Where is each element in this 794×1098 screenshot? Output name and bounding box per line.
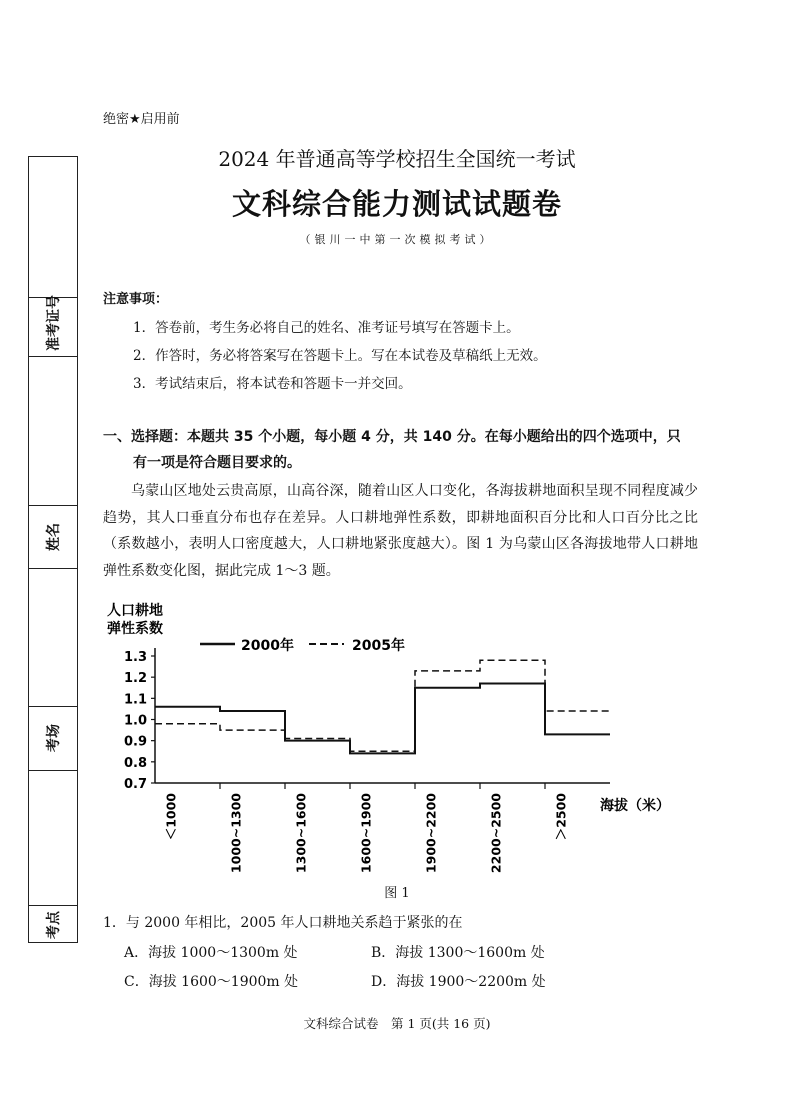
y-tick-label: 1.0 xyxy=(123,713,147,729)
sidebar-divider xyxy=(28,770,78,771)
sidebar-label-exam-room: 考场 xyxy=(46,724,62,752)
option-d: D．海拔 1900～2200m 处 xyxy=(371,974,546,990)
sidebar-label-name: 姓名 xyxy=(46,523,62,551)
note-item: 3．考试结束后，将本试卷和答题卡一并交回。 xyxy=(133,376,412,392)
legend-label-2005: 2005年 xyxy=(352,638,405,654)
section-heading xyxy=(103,424,703,476)
option-c: C．海拔 1600～1900m 处 xyxy=(124,974,299,990)
figure-caption: 图 1 xyxy=(384,886,410,901)
question-1-stem: 1．与 2000 年相比，2005 年人口耕地关系趋于紧张的在 xyxy=(103,915,463,931)
sidebar-divider xyxy=(28,568,78,569)
sidebar-label-exam-site: 考点 xyxy=(46,911,62,939)
y-axis-label-line1: 人口耕地 xyxy=(107,603,163,619)
x-tick-label: 1600~1900 xyxy=(358,793,374,874)
option-b: B．海拔 1300～1600m 处 xyxy=(371,945,545,961)
y-axis-label-line2: 弹性系数 xyxy=(107,621,163,637)
x-tick-label: ＜1000 xyxy=(163,793,179,841)
legend-label-2000: 2000年 xyxy=(241,638,294,654)
sidebar-divider xyxy=(28,505,78,506)
series-line-2000年 xyxy=(155,684,610,754)
intro-paragraph: 乌蒙山区地处云贵高原，山高谷深，随着山区人口变化，各海拔耕地面积呈现不同程度减少趋势，其人口垂直分布也存在差异。人口耕地弹性系数，即耕地面积百分比和人口百分比之比（系数越小，表明人口密度越大，人口耕地紧张度越大）。图 1 为乌蒙山区各海拔地带人口耕地弹性系数变化图，据此完成 1～3 题。 xyxy=(103,483,698,579)
series-line-2005年 xyxy=(155,660,610,751)
y-tick-label: 0.8 xyxy=(123,755,147,771)
page-footer: 文科综合试卷 第 1 页(共 16 页) xyxy=(303,1016,491,1031)
x-tick-label: 2200~2500 xyxy=(488,793,504,874)
note-item: 2．作答时，务必将答案写在答题卡上。写在本试卷及草稿纸上无效。 xyxy=(133,348,547,364)
x-tick-label: 1900~2200 xyxy=(423,793,439,874)
y-tick-label: 0.7 xyxy=(123,777,147,792)
section-heading-line2: 有一项是符合题目要求的。 xyxy=(133,455,301,471)
x-axis-label: 海拔（米） xyxy=(600,798,670,814)
subtitle: （银川一中第一次模拟考试） xyxy=(299,233,495,246)
notes-heading: 注意事项： xyxy=(103,292,169,307)
x-tick-label: 1000~1300 xyxy=(228,793,244,874)
y-tick-label: 1.3 xyxy=(123,650,147,665)
x-tick-label: 1300~1600 xyxy=(293,793,309,874)
x-tick-label: ＞2500 xyxy=(553,793,569,841)
sidebar-divider xyxy=(28,356,78,357)
y-tick-label: 0.9 xyxy=(123,734,147,750)
exam-title: 2024 年普通高等学校招生全国统一考试 xyxy=(218,147,576,171)
elasticity-chart xyxy=(100,600,700,875)
y-tick-label: 1.2 xyxy=(123,671,147,687)
section-heading-line1: 一、选择题：本题共 35 个小题，每小题 4 分，共 140 分。在每小题给出的四个选项中，只 xyxy=(103,429,681,445)
sidebar-label-exam-number: 准考证号 xyxy=(46,295,62,351)
sidebar-divider xyxy=(28,706,78,707)
main-title: 文科综合能力测试试题卷 xyxy=(231,187,562,221)
option-a: A．海拔 1000～1300m 处 xyxy=(124,945,298,961)
chart-legend xyxy=(200,637,405,654)
secret-label: 绝密★启用前 xyxy=(103,112,180,127)
note-item: 1．答卷前，考生务必将自己的姓名、准考证号填写在答题卡上。 xyxy=(133,320,520,336)
y-tick-label: 1.1 xyxy=(123,692,147,708)
